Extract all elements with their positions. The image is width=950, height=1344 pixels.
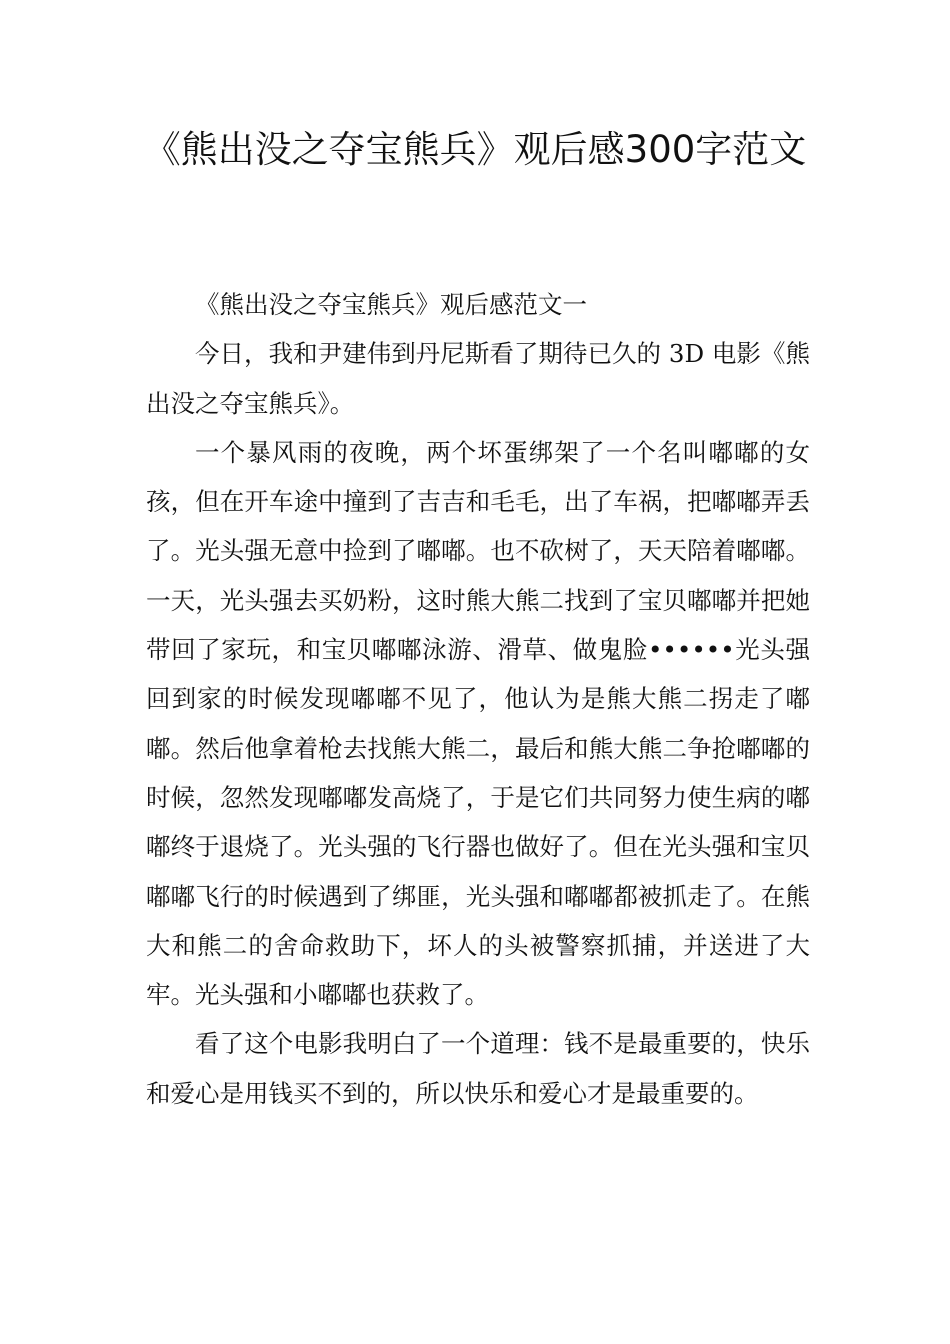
paragraph: 看了这个电影我明白了一个道理：钱不是最重要的，快乐和爱心是用钱买不到的，所以快乐和爱心才是最重要的。 [146, 1029, 810, 1108]
paragraph: 一个暴风雨的夜晚，两个坏蛋绑架了一个名叫嘟嘟的女孩，但在开车途中撞到了吉吉和毛毛，出了车祸，把嘟嘟弄丢了。光头强无意中捡到了嘟嘟。也不砍树了，天天陪着嘟嘟。一天，光头强去买奶粉，这时熊大熊二找到了宝贝嘟嘟并把她带回了家玩，和宝贝嘟嘟泳游、滑草、做鬼脸••••••光头强回到家的时候发现嘟嘟不见了，他认为是熊大熊二拐走了嘟嘟。然后他拿着枪去找熊大熊二，最后和熊大熊二争抢嘟嘟的时候，忽然发现嘟嘟发高烧了，于是它们共同努力使生病的嘟嘟终于退烧了。光头强的飞行器也做好了。但在光头强和宝贝嘟嘟飞行的时候遇到了绑匪，光头强和嘟嘟都被抓走了。在熊大和熊二的舍命救助下，坏人的头被警察抓捕，并送进了大牢。光头强和小嘟嘟也获救了。 [146, 437, 810, 1010]
document-title: 《熊出没之夺宝熊兵》观后感300字范文 [143, 128, 807, 171]
paragraph: 今日，我和尹建伟到丹尼斯看了期待已久的 3D 电影《熊出没之夺宝熊兵》。 [146, 339, 810, 418]
document-body [146, 280, 810, 1118]
section-heading: 《熊出没之夺宝熊兵》观后感范文一 [195, 290, 587, 319]
